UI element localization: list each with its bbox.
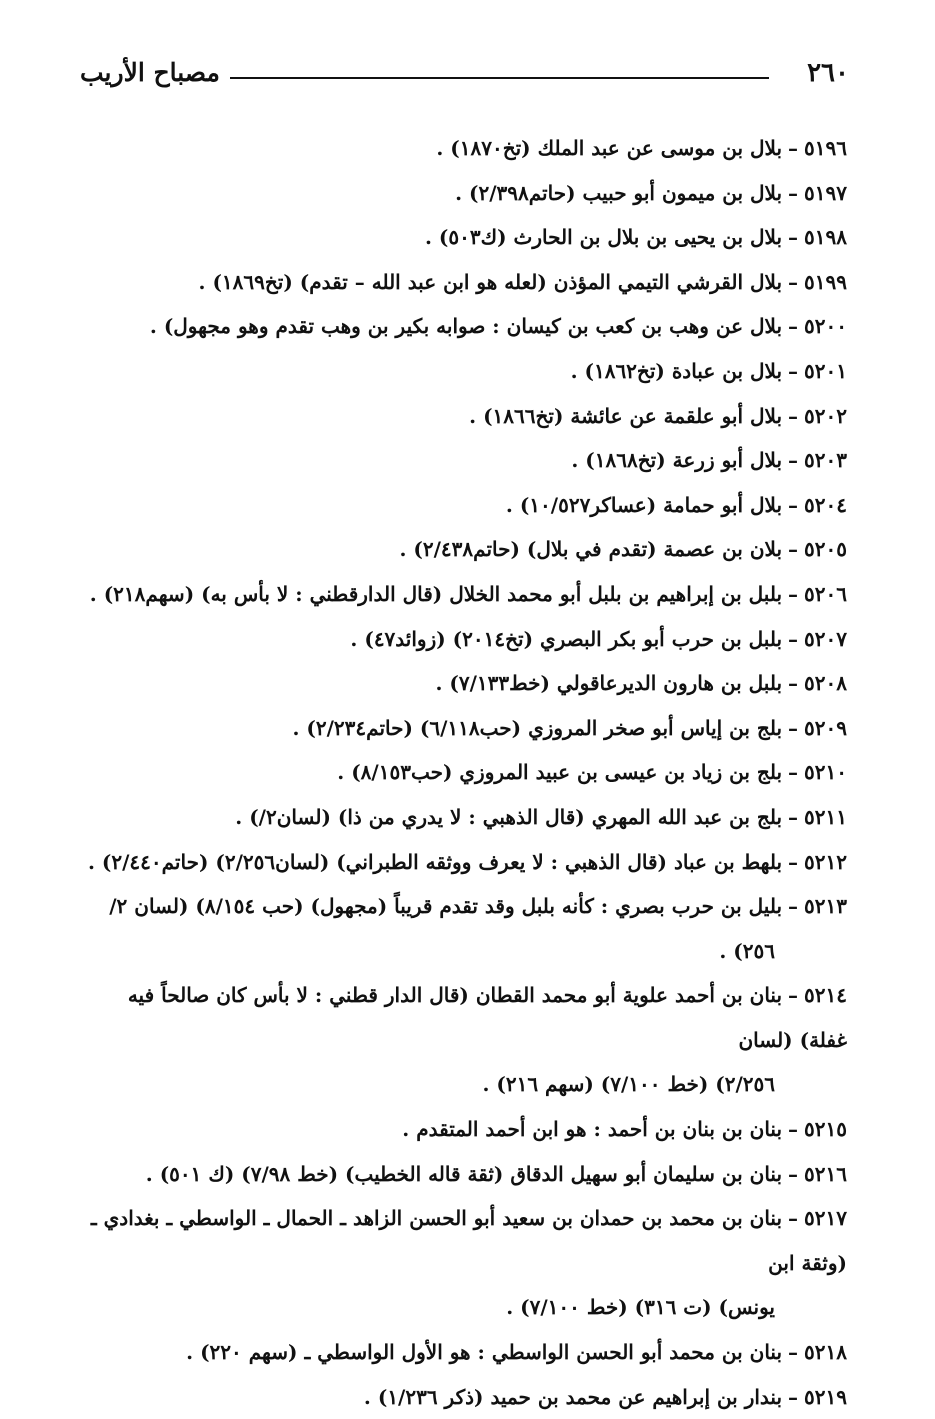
entry-continuation	[77, 1062, 847, 1107]
entry-dash: –	[788, 849, 799, 874]
entry-dash: –	[788, 983, 799, 1008]
entry-number: ٥٢١٥	[804, 1117, 847, 1142]
entry-number: ٥١٩٨	[804, 225, 847, 250]
entry-number: ٥٢٠٤	[804, 492, 847, 517]
entry-number: ٥٢١٣	[804, 894, 847, 919]
entry-number: ٥٢٠٠	[804, 314, 847, 339]
entry	[77, 1152, 847, 1197]
entry	[77, 750, 847, 795]
entry	[77, 1375, 847, 1419]
entry-number: ٥١٩٧	[804, 180, 847, 205]
entry-text: بلال بن يحيى بن بلال بن الحارث (ك٥٠٣) .	[424, 225, 783, 250]
entry-text: بلال عن وهب بن كعب بن كيسان : صوابه بكير بن وهب تقدم وهو مجهول) .	[149, 314, 783, 339]
entry-text: بلان بن عصمة (تقدم في بلال) (حاتم٢/٤٣٨) .	[399, 537, 783, 562]
entry	[77, 394, 847, 439]
entry-text: بندار بن إبراهيم عن محمد بن حميد (ذكر ١/٢٣٦) .	[363, 1384, 783, 1409]
entry	[77, 572, 847, 617]
entry-dash: –	[788, 1340, 799, 1365]
entry-text: بليل بن حرب بصري : كأنه بلبل وقد تقدم قريباً (مجهول) (حب ٨/١٥٤) (لسان ٢/	[109, 894, 783, 919]
entry-dash: –	[788, 626, 799, 651]
entry-list	[77, 126, 847, 1419]
entry	[77, 171, 847, 216]
entry-dash: –	[788, 403, 799, 428]
entry-text: بلال أبو حمامة (عساكر١٠/٥٢٧) .	[505, 492, 783, 517]
entry	[77, 1107, 847, 1152]
entry-number: ٥٢١٢	[804, 849, 847, 874]
entry-number: ٥٢٠٥	[804, 537, 847, 562]
entry-text: يونس) (ت ٣١٦) (خط ٧/١٠٠) .	[506, 1295, 775, 1320]
entry-dash: –	[788, 715, 799, 740]
entry	[77, 126, 847, 171]
entry-dash: –	[788, 581, 799, 606]
entry-text: بلهط بن عباد (قال الذهبي : لا يعرف ووثقه الطبراني) (لسان٢/٢٥٦) (حاتم٢/٤٤٠) .	[87, 849, 783, 874]
entry-number: ٥٢١٤	[804, 983, 847, 1008]
entry-number: ٥٢٠٨	[804, 671, 847, 696]
entry-number: ٥١٩٩	[804, 269, 847, 294]
entry-text: بلج بن عبد الله المهري (قال الذهبي : لا يدري من ذا) (لسان٢/) .	[235, 804, 783, 829]
entry-text: بنان بن بنان بن أحمد : هو ابن أحمد المتقدم .	[402, 1117, 783, 1142]
entry-dash: –	[788, 225, 799, 250]
book-title: مصباح الأريب	[80, 58, 220, 87]
entry	[77, 706, 847, 751]
entry-dash: –	[788, 180, 799, 205]
entry-text: بنان بن سليمان أبو سهيل الدقاق (ثقة قاله الخطيب) (خط ٧/٩٨) (ك ٥٠١) .	[145, 1161, 783, 1186]
entry	[77, 1196, 847, 1285]
entry-text: بلج بن زياد بن عيسى بن عبيد المروزي (حب٨/١٥٣) .	[337, 760, 783, 785]
entry	[77, 483, 847, 528]
entry-text: بلال بن ميمون أبو حبيب (حاتم٢/٣٩٨) .	[455, 180, 783, 205]
entry-number: ٥٢١٧	[804, 1206, 847, 1231]
entry-dash: –	[788, 136, 799, 160]
entry	[77, 349, 847, 394]
entry-number: ٥١٩٦	[804, 136, 847, 160]
entry-number: ٥٢١١	[804, 804, 847, 829]
entry-dash: –	[788, 671, 799, 696]
entry-text: ٢٥٦) .	[719, 938, 775, 963]
entry-dash: –	[788, 358, 799, 383]
entry-number: ٥٢١٠	[804, 760, 847, 785]
entry-dash: –	[788, 1206, 799, 1231]
entry-number: ٥٢٠٢	[804, 403, 847, 428]
entry	[77, 617, 847, 662]
entry-text: بنان بن محمد أبو الحسن الواسطي : هو الأول الواسطي ـ (سهم ٢٢٠) .	[186, 1340, 783, 1365]
entry	[77, 438, 847, 483]
entry-dash: –	[788, 1117, 799, 1142]
entry-dash: –	[788, 760, 799, 785]
entry-text: بلبل بن حرب أبو بكر البصري (تخ٢٠١٤) (زوائد٤٧) .	[350, 626, 783, 651]
entry	[77, 1330, 847, 1375]
entry	[77, 527, 847, 572]
entry-dash: –	[788, 492, 799, 517]
entry-dash: –	[788, 314, 799, 339]
entry-continuation	[77, 929, 847, 974]
entry-text: بنان بن محمد بن حمدان بن سعيد أبو الحسن الزاهد ـ الحمال ـ الواسطي ـ بغدادي ـ (وثقة ابن	[90, 1206, 847, 1275]
entry-dash: –	[788, 1384, 799, 1409]
entry-text: بلال بن موسى عن عبد الملك (تخ١٨٧٠) .	[436, 136, 783, 160]
entry	[77, 260, 847, 305]
page-number: ٢٦٠	[807, 58, 849, 88]
entry-number: ٥٢٠٣	[804, 448, 847, 473]
entry	[77, 884, 847, 929]
entry-dash: –	[788, 448, 799, 473]
entry	[77, 304, 847, 349]
entry	[77, 973, 847, 1062]
page-header	[80, 58, 849, 98]
entry-text: بلال القرشي التيمي المؤذن (لعله هو ابن عبد الله – تقدم) (تخ١٨٦٩) .	[198, 269, 783, 294]
entry-dash: –	[788, 1161, 799, 1186]
entry-text: بلبل بن إبراهيم بن بلبل أبو محمد الخلال (قال الدارقطني : لا بأس به) (سهم٢١٨) .	[89, 581, 783, 606]
entry	[77, 661, 847, 706]
entry-number: ٥٢٠١	[804, 358, 847, 383]
entry-text: بلال بن عبادة (تخ١٨٦٢) .	[570, 358, 783, 383]
entry-text: بنان بن أحمد علوية أبو محمد القطان (قال الدار قطني : لا بأس كان صالحاً فيه غفلة) (لسان	[127, 983, 847, 1052]
entry-number: ٥٢١٨	[804, 1340, 847, 1365]
entry-number: ٥٢٠٦	[804, 581, 847, 606]
entry-dash: –	[788, 804, 799, 829]
entry	[77, 795, 847, 840]
header-divider	[230, 77, 769, 79]
entry-number: ٥٢٠٧	[804, 626, 847, 651]
entry-continuation	[77, 1285, 847, 1330]
entry-dash: –	[788, 537, 799, 562]
entry-text: بلال أبو علقمة عن عائشة (تخ١٨٦٦) .	[469, 403, 783, 428]
entry-text: بلال أبو زرعة (تخ١٨٦٨) .	[571, 448, 783, 473]
entry-number: ٥٢١٦	[804, 1161, 847, 1186]
entry-text: بلج بن إياس أبو صخر المروزي (حب٦/١١٨) (حاتم٢/٢٣٤) .	[292, 715, 783, 740]
entry-dash: –	[788, 269, 799, 294]
entry-text: بلبل بن هارون الديرعاقولي (خط٧/١٣٣) .	[435, 671, 783, 696]
entry	[77, 840, 847, 885]
entry-dash: –	[788, 894, 799, 919]
entry	[77, 215, 847, 260]
entry-number: ٥٢١٩	[804, 1384, 847, 1409]
entry-text: ٢/٢٥٦) (خط ٧/١٠٠) (سهم ٢١٦) .	[482, 1072, 775, 1097]
entry-number: ٥٢٠٩	[804, 715, 847, 740]
